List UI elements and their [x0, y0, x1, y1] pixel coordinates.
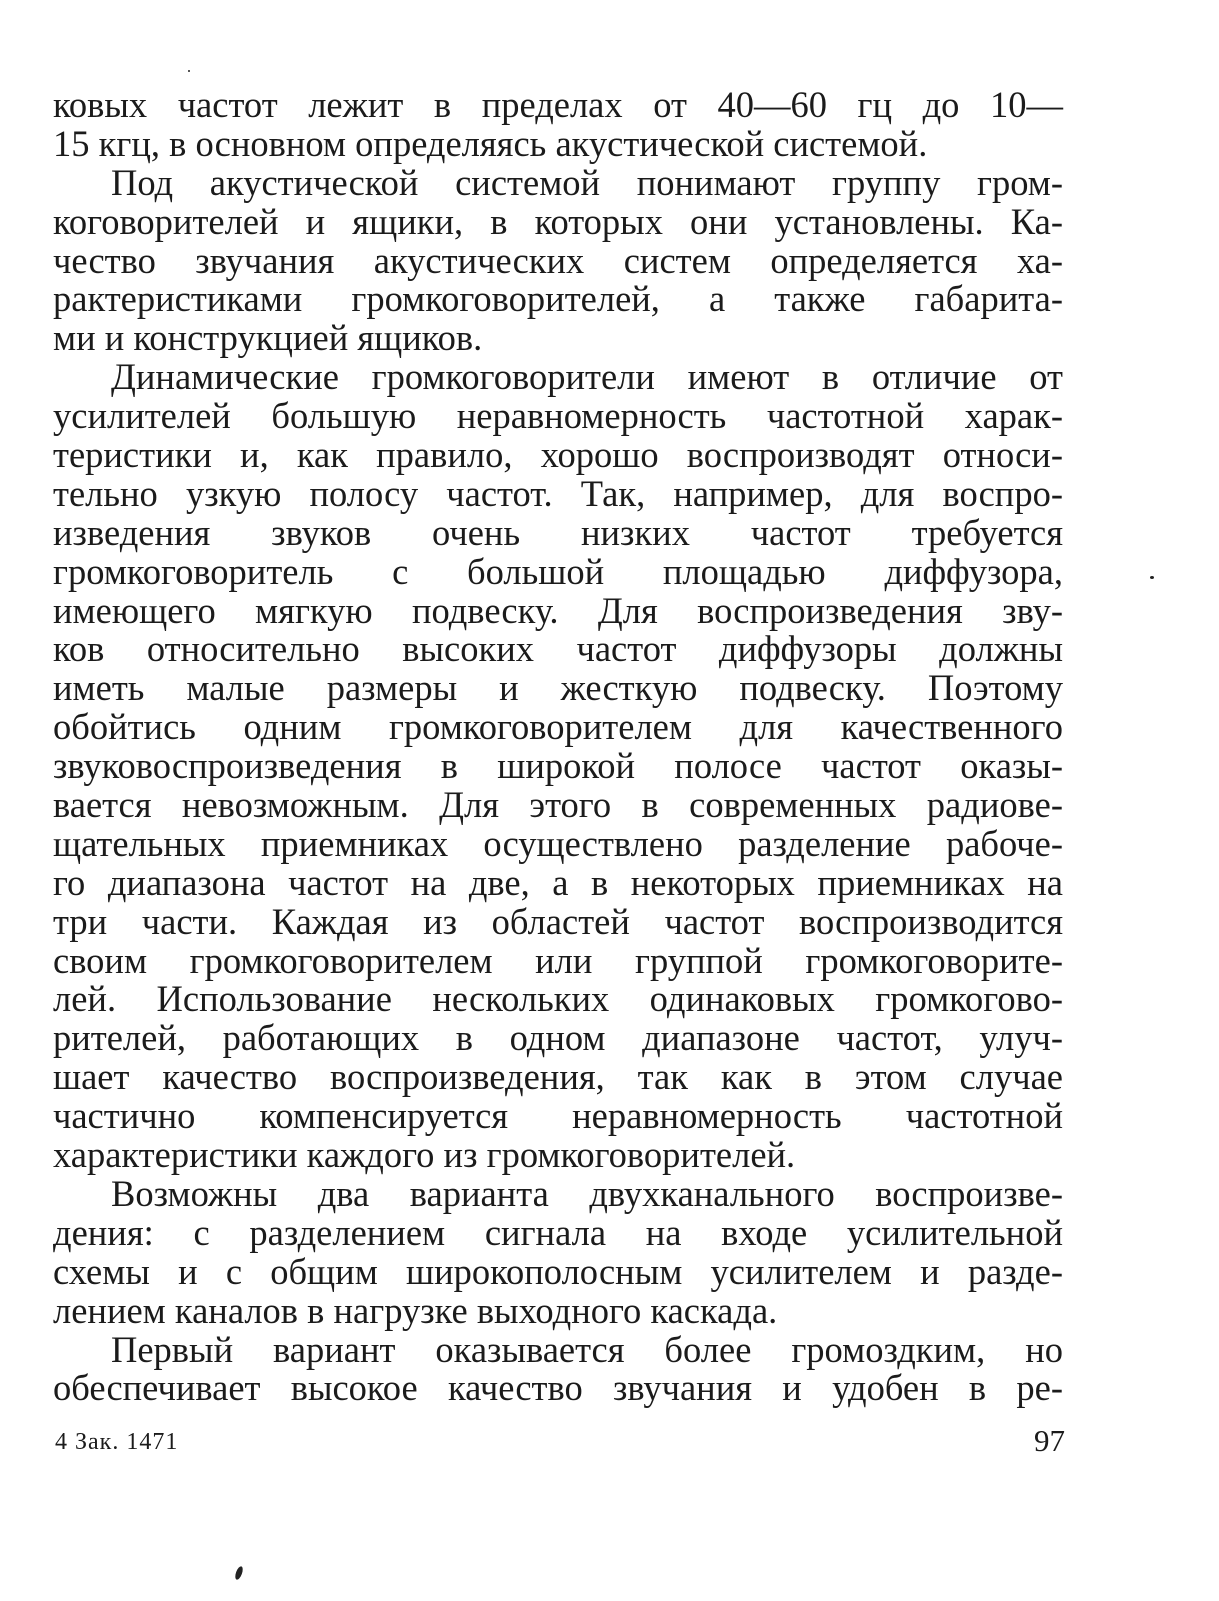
text-line: 15 кгц, в основном определяясь акустической системой. — [53, 122, 928, 164]
text-line: чество звучания акустических систем определяется ха- — [53, 239, 1063, 281]
text-line: своим громкоговорителем или группой громкоговорите- — [53, 939, 1063, 981]
paragraph-4 — [53, 1172, 1063, 1331]
text-line: Под акустической системой понимают группу гром- — [111, 161, 1063, 203]
text-line: вается невозможным. Для этого в современных радиове- — [53, 784, 1063, 826]
text-line: го диапазона частот на две, а в некоторых приемниках на — [53, 861, 1063, 903]
text-line: ковых частот лежит в пределах от 40—60 гц до 10— — [53, 84, 1063, 125]
paragraph-1 — [53, 86, 1063, 164]
page-footer — [55, 1423, 1065, 1463]
text-line: звуковоспроизведения в широкой полосе частот оказы- — [53, 745, 1063, 787]
text-line: Динамические громкоговорители имеют в отличие от — [111, 356, 1063, 398]
paragraph-5 — [53, 1328, 1063, 1409]
text-line: громкоговоритель с большой площадью диффузора, — [53, 550, 1063, 592]
text-line: лением каналов в нагрузке выходного каскада. — [53, 1289, 778, 1331]
text-line: дения: с разделением сигнала на входе усилительной — [53, 1211, 1063, 1253]
printer-signature: 4 Зак. 1471 — [55, 1429, 179, 1455]
text-line: изведения звуков очень низких частот требуется — [53, 511, 1063, 553]
paragraph-3 — [53, 358, 1063, 1175]
text-line: теристики и, как правило, хорошо воспроизводят относи- — [53, 434, 1063, 476]
text-line: характеристики каждого из громкоговорителей. — [53, 1134, 796, 1176]
paragraph-2 — [53, 161, 1063, 359]
text-line: три части. Каждая из областей частот воспроизводится — [53, 900, 1063, 942]
text-line: щательных приемниках осуществлено разделение рабоче- — [53, 822, 1063, 864]
text-line: ков относительно высоких частот диффузоры должны — [53, 628, 1063, 670]
text-line: имеющего мягкую подвеску. Для воспроизведения зву- — [53, 589, 1063, 631]
scan-speck — [188, 70, 190, 72]
text-line: рактеристиками громкоговорителей, а также габарита- — [53, 278, 1063, 320]
scan-speck — [234, 1565, 244, 1580]
text-line: Первый вариант оказывается более громоздким, но — [111, 1328, 1063, 1370]
text-line: тельно узкую полосу частот. Так, например, для воспро- — [53, 472, 1063, 514]
text-line: коговорителей и ящики, в которых они установлены. Ка- — [53, 200, 1063, 242]
text-line: лей. Использование нескольких одинаковых громкогово- — [53, 978, 1063, 1020]
text-line: схемы и с общим широкополосным усилителем и разде- — [53, 1250, 1063, 1292]
text-line: ми и конструкцией ящиков. — [53, 317, 483, 359]
text-line: шает качество воспроизведения, так как в этом случае — [53, 1056, 1063, 1098]
text-line: Возможны два варианта двухканального воспроизве- — [111, 1172, 1063, 1214]
text-line: усилителей большую неравномерность частотной харак- — [53, 395, 1063, 437]
text-line: иметь малые размеры и жесткую подвеску. Поэтому — [53, 667, 1063, 709]
page-body — [53, 86, 1063, 1408]
page-number: 97 — [1034, 1423, 1065, 1458]
scan-speck — [1150, 576, 1154, 579]
text-line: рителей, работающих в одном диапазоне частот, улуч- — [53, 1017, 1063, 1059]
text-line: обойтись одним громкоговорителем для качественного — [53, 706, 1063, 748]
text-line: обеспечивает высокое качество звучания и удобен в ре- — [53, 1367, 1063, 1409]
text-line: частично компенсируется неравномерность частотной — [53, 1095, 1063, 1137]
